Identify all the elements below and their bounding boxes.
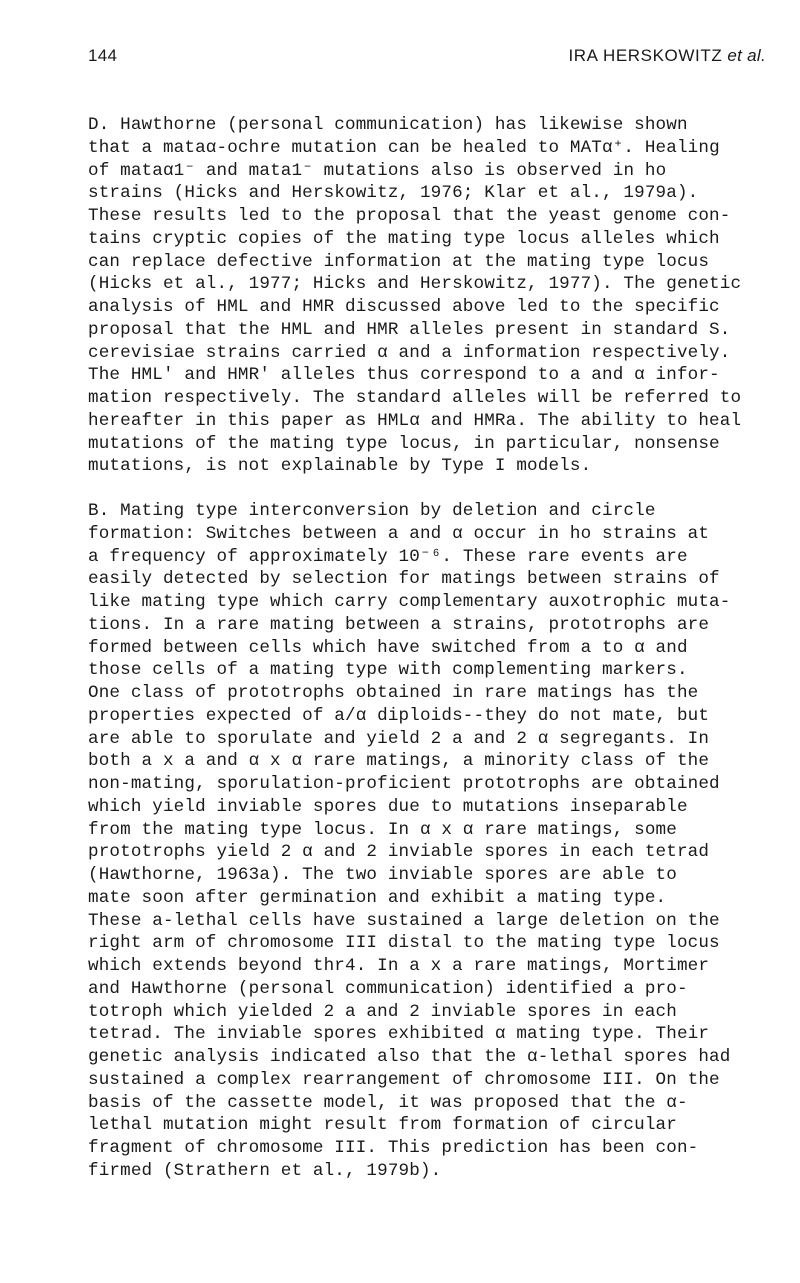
text-line: which yield inviable spores due to mutations inseparable — [88, 796, 688, 817]
text-line: can replace defective information at the mating type locus — [88, 251, 710, 272]
text-line: formation: Switches between a and α occur in ho strains at — [88, 523, 710, 544]
text-line: like mating type which carry complementary auxotrophic muta- — [88, 592, 731, 612]
text-line: B. Mating type interconversion by deletion and circle — [88, 501, 656, 521]
text-line: non-mating, sporulation-proficient prototrophs are obtained — [88, 774, 720, 794]
text-line: formed between cells which have switched from a to α and — [88, 637, 688, 658]
page-number: 144 — [88, 46, 118, 65]
paragraph — [88, 500, 778, 1183]
running-header — [88, 46, 766, 66]
text-line: easily detected by selection for matings between strains of — [88, 569, 720, 590]
text-line: mutations, is not explainable by Type I models. — [88, 456, 592, 477]
text-line: totroph which yielded 2 a and 2 inviable spores in each — [88, 1001, 677, 1022]
running-title — [568, 46, 766, 66]
text-line: properties expected of a/α diploids--they do not mate, but — [88, 705, 710, 726]
text-line: (Hicks et al., 1977; Hicks and Herskowitz, 1977). The genetic — [88, 274, 742, 295]
text-line: These results led to the proposal that the yeast genome con- — [88, 206, 731, 226]
text-line: strains (Hicks and Herskowitz, 1976; Klar et al., 1979a). — [88, 183, 699, 204]
text-line: prototrophs yield 2 α and 2 inviable spores in each tetrad — [88, 842, 710, 863]
text-line: One class of prototrophs obtained in rare matings has the — [88, 683, 699, 703]
text-line: The HML' and HMR' alleles thus correspond to a and α infor- — [88, 365, 720, 386]
text-line: that a mataα-ochre mutation can be healed to MATα⁺. Healing — [88, 137, 720, 158]
text-line: from the mating type locus. In α x α rare matings, some — [88, 819, 677, 840]
text-line: proposal that the HML and HMR alleles present in standard S. — [88, 319, 731, 340]
text-line: D. Hawthorne (personal communication) has likewise shown — [88, 115, 688, 135]
text-line: These a-lethal cells have sustained a large deletion on the — [88, 910, 720, 931]
text-line: analysis of HML and HMR discussed above led to the specific — [88, 297, 720, 317]
text-line: tains cryptic copies of the mating type locus alleles which — [88, 228, 720, 249]
text-line: of mataα1⁻ and mata1⁻ mutations also is observed in ho — [88, 160, 667, 181]
text-line: and Hawthorne (personal communication) identified a pro- — [88, 978, 688, 999]
text-line: a frequency of approximately 10⁻⁶. These rare events are — [88, 546, 688, 567]
text-line: mutations of the mating type locus, in particular, nonsense — [88, 433, 720, 454]
text-line: cerevisiae strains carried α and a information respectively. — [88, 342, 731, 363]
text-line: lethal mutation might result from formation of circular — [88, 1115, 677, 1136]
text-line: hereafter in this paper as HMLα and HMRa. The ability to heal — [88, 410, 742, 431]
text-line: sustained a complex rearrangement of chromosome III. On the — [88, 1069, 720, 1090]
body-text — [88, 114, 778, 1183]
text-line: right arm of chromosome III distal to the mating type locus — [88, 933, 720, 954]
paragraph — [88, 114, 778, 478]
paragraph-gap — [88, 478, 778, 500]
text-line: tions. In a rare mating between a strains, prototrophs are — [88, 614, 710, 635]
text-line: fragment of chromosome III. This prediction has been con- — [88, 1138, 699, 1158]
text-line: mate soon after germination and exhibit a mating type. — [88, 887, 667, 908]
text-line: firmed (Strathern et al., 1979b). — [88, 1160, 442, 1181]
text-line: those cells of a mating type with complementing markers. — [88, 660, 688, 681]
text-line: both a x a and α x α rare matings, a minority class of the — [88, 751, 710, 772]
text-line: genetic analysis indicated also that the α-lethal spores had — [88, 1047, 731, 1067]
text-line: are able to sporulate and yield 2 a and 2 α segregants. In — [88, 728, 710, 749]
text-line: (Hawthorne, 1963a). The two inviable spores are able to — [88, 865, 677, 885]
running-title-etal: et al. — [727, 46, 766, 65]
text-line: mation respectively. The standard alleles will be referred to — [88, 388, 742, 408]
text-line: tetrad. The inviable spores exhibited α mating type. Their — [88, 1024, 710, 1045]
running-title-author: IRA HERSKOWITZ — [568, 46, 723, 65]
text-line: basis of the cassette model, it was proposed that the α- — [88, 1092, 688, 1113]
text-line: which extends beyond thr4. In a x a rare matings, Mortimer — [88, 956, 710, 976]
